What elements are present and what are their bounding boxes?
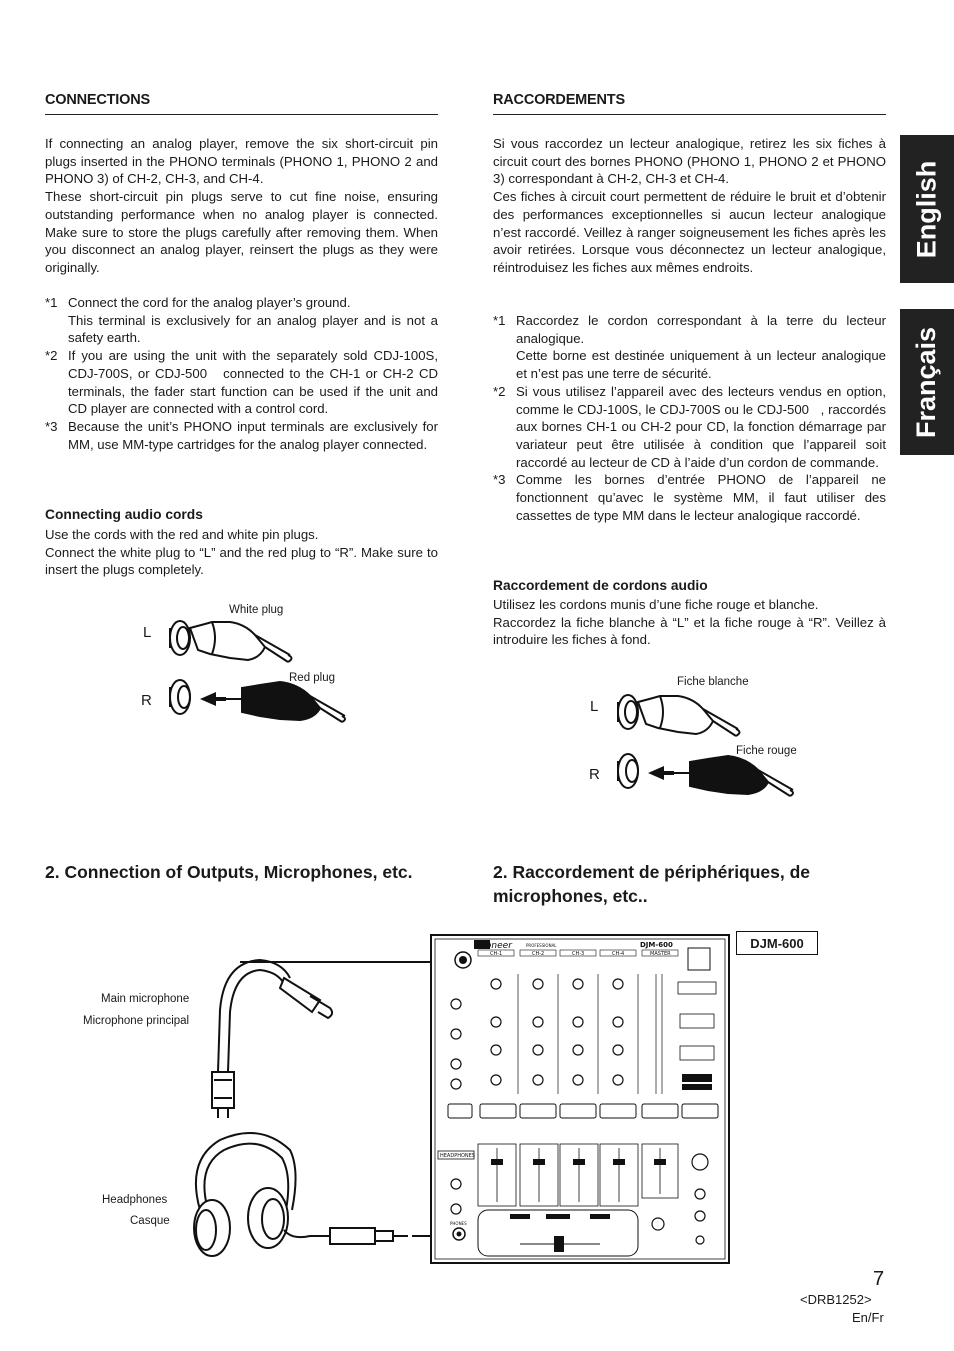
note-text-2: Cette borne est destinée uniquement à un lecteur analogique et n’est pas une terre de sécurité. [516,348,886,382]
mixer-headphones-label: HEADPHONES [440,1153,475,1159]
note-marker: *3 [493,472,506,488]
left-notes [45,294,438,453]
fig-right-white-label: Fiche blanche [677,676,749,688]
tab-francais-label: Français [911,326,942,438]
right-intro-p2: Ces fiches à circuit court permettent de réduire le bruit et d’obtenir des performances exceptionnelles si aucun lecteur analogique n’est raccordé. Veillez à ranger soigneusement les fiches après les avoir retirées. Lorsque vous déconnectez un lecteur analogique, réintroduisez les fiches aux mêmes endroits. [493,189,886,275]
right-intro [493,135,886,277]
right-audio-line-1: Utilisez les cordons munis d’une fiche rouge et blanche. [493,597,819,612]
note-marker: *2 [493,383,506,399]
djm-600-mixer-panel [430,934,730,1264]
fig-right-r: R [589,766,600,783]
note-marker: *1 [45,295,58,310]
left-audio-line-1: Use the cords with the red and white pin plugs. [45,527,319,542]
channel-1-label: CH-1 [490,951,503,957]
left-audio-line-2: Connect the white plug to “L” and the red plug to “R”. Make sure to insert the plugs completely. [45,544,438,578]
right-audio-heading: Raccordement de cordons audio [493,578,708,593]
mic-label-fr: Microphone principal [83,1015,190,1027]
fig-left-red-label: Red plug [289,672,336,684]
note-text: Because the unit’s PHONO input terminals are exclusively for MM, use MM-type cartridges for the analog player connected. [68,418,438,452]
right-heading-rule [493,114,886,115]
right-audio-line-2: Raccordez la fiche blanche à “L” et la fiche rouge à “R”. Veillez à introduire les fiches à fond. [493,614,886,648]
headphones-label-fr: Casque [130,1215,170,1227]
mic-label-en: Main microphone [101,993,190,1005]
note-text: Raccordez le cordon correspondant à la terre du lecteur analogique. [516,313,886,346]
master-label: MASTER [650,951,671,957]
note-marker: *1 [493,313,506,328]
tab-francais [900,309,954,455]
fig-right-red-label: Fiche rouge [736,745,797,757]
model-label: DJM-600 [750,935,804,951]
mixer-phones-label: PHONES [450,1221,467,1226]
tab-english [900,135,954,283]
right-audio-text [493,596,886,649]
mixer-model-label: DJM-600 [640,941,673,949]
right-heading: RACCORDEMENTS [493,92,625,108]
note-marker: *2 [45,348,58,364]
left-audio-heading: Connecting audio cords [45,507,203,522]
fig-left-l: L [143,624,152,641]
right-note-2 [493,383,886,472]
left-intro-p1: If connecting an analog player, remove the six short-circuit pin plugs inserted in the PHONO terminals (PHONO 1, PHONO 2 and PHONO 3) of CH-2, CH-3, and CH-4. [45,136,438,187]
left-note-3 [45,418,438,453]
fig-right-l: L [590,698,599,715]
left-audio-text [45,526,438,579]
headphones-label-en: Headphones [102,1194,168,1206]
left-note-1 [45,294,438,347]
channel-2-label: CH-2 [532,951,545,957]
page-number: 7 [873,1268,885,1290]
note-text-2: This terminal is exclusively for an analog player and is not a safety earth. [68,312,438,346]
channel-4-label: CH-4 [612,951,625,957]
left-intro [45,135,438,277]
channel-3-label: CH-3 [572,951,585,957]
rca-plug-diagram-left [150,600,430,740]
note-marker: *3 [45,418,58,434]
right-notes [493,312,886,524]
note-text: Comme les bornes d’entrée PHONO de l’appareil ne fonctionnent qu’avec le système MM, il faut utiliser des cassettes de type MM dans le lecteur analogique raccordé. [516,472,886,523]
fig-left-r: R [141,692,152,709]
model-label-box [736,931,818,955]
doc-code: <DRB1252> [800,1292,872,1307]
left-heading: CONNECTIONS [45,92,150,108]
note-text: Si vous utilisez l’appareil avec des lecteurs vendus en option, comme le CDJ-100S, le CDJ-700S ou le CDJ-500 , raccordés aux bornes CH-1 ou CH-2 pour CD, la fonction démarrage par variateur peut être utilisée à condition que l’appareil soit raccordé au lecteur de CD à l’aide d’un cordon de commande. [516,383,886,470]
left-section-2-heading: 2. Connection of Outputs, Microphones, etc. [45,862,413,882]
note-text: If you are using the unit with the separately sold CDJ-100S, CDJ-700S, or CDJ-500 connected to the CH-1 or CH-2 CD terminals, the fader start function can be used if the unit and CD player are connected with a control cord. [68,348,438,417]
mixer-pro-label: PROFESSIONAL [526,943,557,948]
left-intro-p2: These short-circuit pin plugs serve to cut fine noise, ensuring outstanding performance when no analog player is connected. Make sure to store the plugs carefully after removing them. When you disconnect an analog player, reinsert the plugs as they were originally. [45,189,438,275]
right-section-2-heading: 2. Raccordement de périphériques, de microphones, etc.. [493,862,811,906]
left-heading-rule [45,114,438,115]
rca-plug-diagram-right [598,674,878,814]
fig-left-white-label: White plug [229,604,284,616]
tab-english-label: English [911,160,942,258]
right-note-3 [493,471,886,524]
left-note-2 [45,347,438,418]
doc-lang: En/Fr [852,1310,884,1325]
note-text: Connect the cord for the analog player’s ground. [68,295,351,310]
right-intro-p1: Si vous raccordez un lecteur analogique, retirez les six fiches à circuit court des bornes PHONO (PHONO 1, PHONO 2 et PHONO 3) correspondant à CH-2, CH-3 et CH-4. [493,136,886,187]
mixer-brand: Pioneer [478,941,512,951]
right-note-1 [493,312,886,383]
